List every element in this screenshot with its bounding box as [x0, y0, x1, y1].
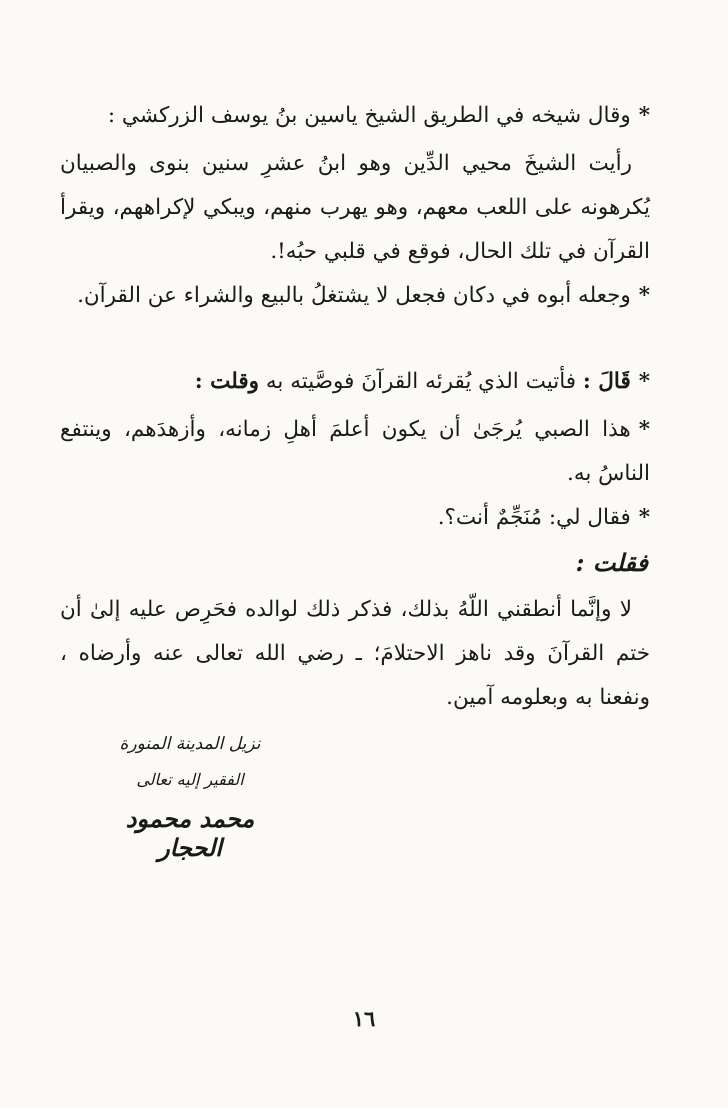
- asterisk-bullet: *: [638, 369, 650, 394]
- paragraph-teacher: *قَالَ : فأتيت الذي يُقرئه القرآنَ فوصَّيته به وقلت :: [194, 369, 650, 394]
- signature-name: محمد محمود الحجار: [125, 804, 255, 862]
- and-i-said-label: وقلت :: [194, 369, 260, 394]
- paragraph-nawawi-childhood: رأيت الشيخَ محيي الدِّين وهو ابنُ عشرِ سنين بنوى والصبيان يُكرهونه على اللعب معهم، وهو يهرب منهم، ويبكي لإكراههم، ويقرأ القرآن في تلك الحال، فوقع في قلبي حبُه!.: [60, 151, 650, 264]
- paragraph-prophecy: *هذا الصبي يُرجَىٰ أن يكون أعلمَ أهلِ زمانه، وأزهدَهم، وينتفع الناسُ به.: [60, 417, 650, 486]
- said-label: قَالَ :: [582, 369, 631, 394]
- asterisk-bullet: *: [638, 103, 650, 128]
- asterisk-bullet: *: [638, 417, 650, 442]
- paragraph-answer: لا وإنَّما أنطقني اللّهُ بذلك، فذكر ذلك لوالده فحَرِص عليه إلىٰ أن ختم القرآنَ وقد ناهز الاحتلامَ؛ ـ رضي الله تعالى عنه وأرضاه ، ونفعنا به وبعلومه آمين.: [60, 597, 650, 710]
- signature-line-humble: الفقير إليه تعالى: [136, 770, 244, 789]
- page-number: ١٦: [352, 1006, 376, 1031]
- paragraph-shop: *وجعله أبوه في دكان فجعل لا يشتغلُ بالبيع والشراء عن القرآن.: [77, 283, 650, 308]
- signature-line-residence: نزيل المدينة المنورة: [119, 734, 261, 754]
- asterisk-bullet: *: [638, 505, 650, 530]
- so-i-said-heading: فقلت :: [575, 548, 648, 577]
- paragraph-zarkashi-intro: *وقال شيخه في الطريق الشيخ ياسين بنُ يوسف الزركشي :: [107, 103, 650, 128]
- asterisk-bullet: *: [638, 283, 650, 308]
- paragraph-astrologer-question: *فقال لي: مُنَجِّمٌ أنت؟.: [437, 505, 650, 530]
